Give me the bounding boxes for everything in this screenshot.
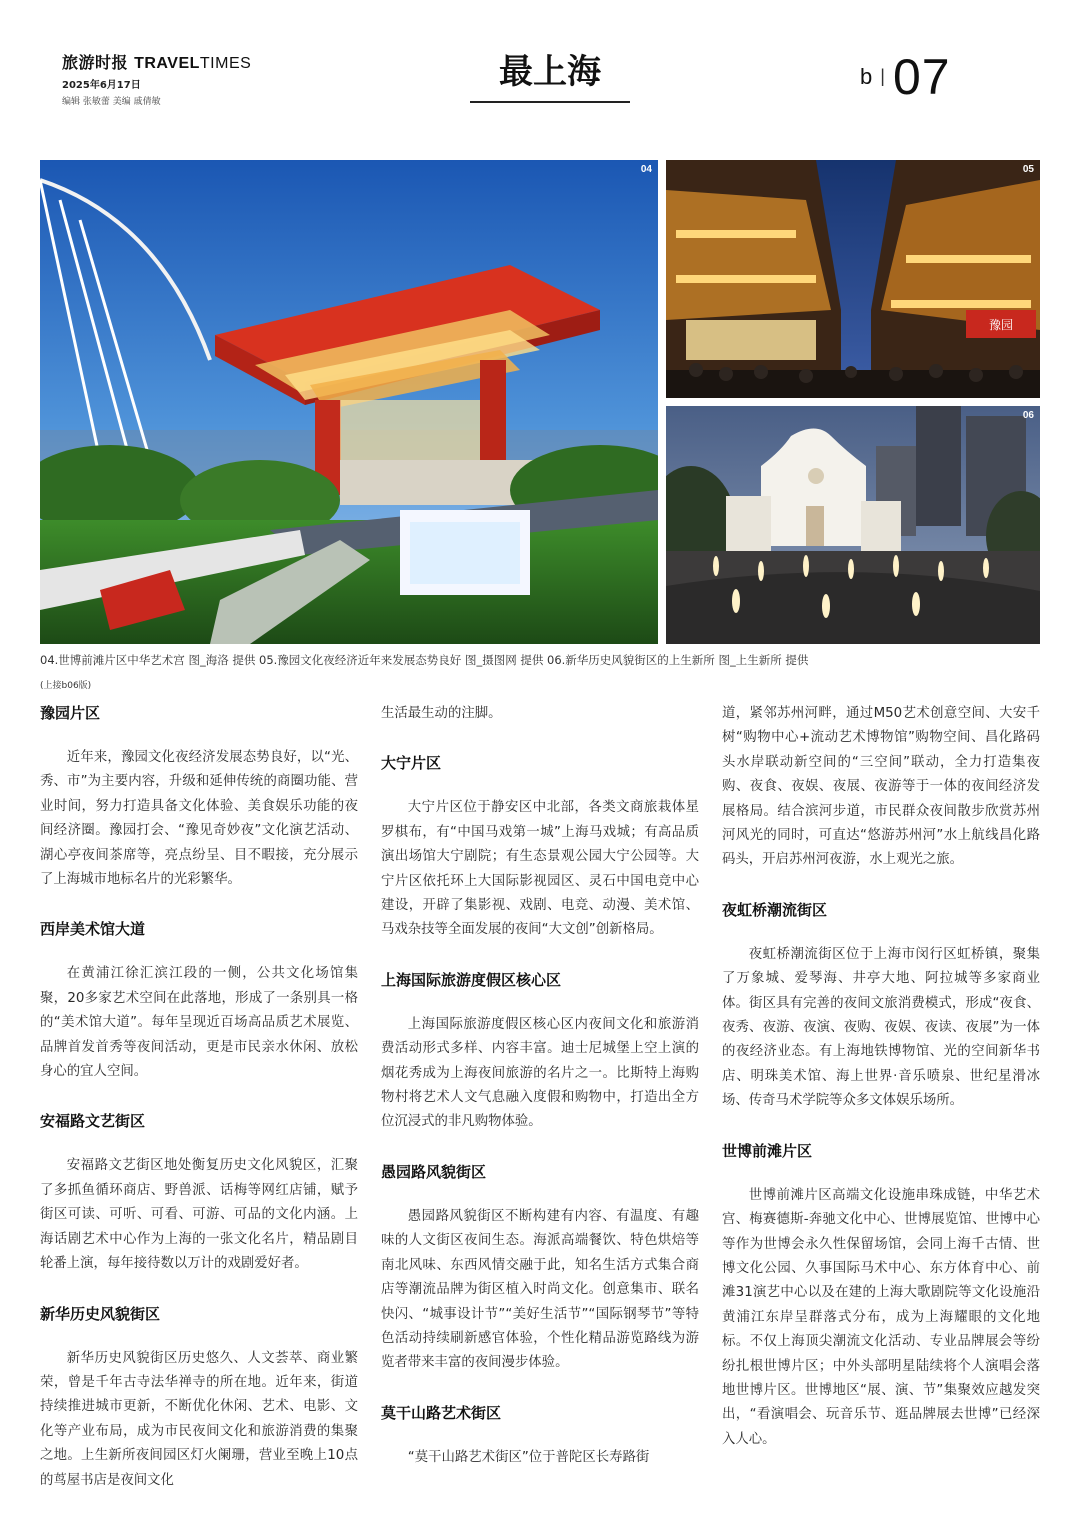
heading-moganshan: 莫干山路艺术街区 (381, 1403, 502, 1422)
paragraph-yuyuan: 近年来，豫园文化夜经济发展态势良好，以“光、秀、市”为主要内容，升级和延伸传统的商圈功能、营业时间，努力打造具备文化体验、美食娱乐功能的夜间经济圈。豫园打会、“豫见奇妙夜”文化演艺活动、湖心亭夜间茶席等，亮点纷呈、目不暇接，充分展示了上海城市地标名片的光彩繁华。 (40, 750, 358, 888)
heading-expo: 世博前滩片区 (722, 1141, 813, 1160)
heading-resort: 上海国际旅游度假区核心区 (381, 970, 562, 989)
paragraph-westbund: 在黄浦江徐汇滨江段的一侧，公共文化场馆集聚，20多家艺术空间在此落地，形成了一条别具一格的“美术馆大道”。每年呈现近百场高品质艺术展览、品牌首发首秀等夜间活动，更是市民亲水休闲、放松身心的宜人空间。 (40, 966, 358, 1080)
heading-xinhua: 新华历史风貌街区 (40, 1304, 161, 1323)
yuyuan-street-illustration (666, 160, 1040, 398)
article-column-1 (40, 702, 358, 1519)
heading-westbund: 西岸美术馆大道 (40, 920, 146, 939)
photo-captions: 04.世博前滩片区中华艺术宫 图_海洛 提供 05.豫园文化夜经济近年来发展态势良好 图_摄图网 提供 06.新华历史风貌街区的上生新所 图_上生新所 提供 (40, 653, 809, 667)
paragraph-xinhua-continued: 生活最生动的注脚。 (381, 706, 502, 721)
edition-letter: b (860, 64, 873, 89)
page-number: 07 (892, 49, 951, 105)
china-pavilion-illustration (40, 160, 658, 644)
brand-en-bold: TRAVEL (134, 55, 200, 72)
issue-date: 2025年6月17日 (62, 80, 141, 91)
paragraph-moganshan: “莫干山路艺术街区”位于普陀区长寿路街 (407, 1449, 650, 1465)
photo-number-05: 05 (1022, 164, 1034, 175)
article-column-3 (722, 702, 1040, 1478)
newspaper-brand (62, 50, 251, 73)
divider-bar: | (880, 66, 885, 86)
editor-credits: 编辑 张敏蕾 美编 戚倩敏 (62, 97, 161, 107)
paragraph-anfu: 安福路文艺街区地处衡复历史文化风貌区，汇聚了多抓鱼循环商店、野兽派、话梅等网红店铺，赋予街区可读、可听、可看、可游、可品的文化内涵。上海话剧艺术中心作为上海的一张文化名片，精品剧目轮番上演，每年接待数以万计的戏剧爱好者。 (40, 1158, 358, 1272)
photo-number-06: 06 (1022, 410, 1034, 421)
photo-china-art-museum (40, 160, 658, 644)
paragraph-yuyuan-road: 愚园路风貌街区不断构建有内容、有温度、有趣味的人文街区夜间生态。海派高端餐饮、特色烘焙等南北风味、东西风情交融于此，知名生活方式集合商店等潮流品牌为街区植入时尚文化。创意集市、联名快闪、“城事设计节”“美好生活节”“国际钢琴节”等特色活动持续刷新感官体验，个性化精品游览路线为游览者带来丰富的夜间漫步体验。 (381, 1208, 699, 1371)
continued-from-note: (上接b06版) (40, 681, 92, 691)
brand-cn: 旅游时报 (62, 53, 129, 72)
brand-en-light: TIMES (199, 55, 252, 72)
heading-yuyuan: 豫园片区 (40, 704, 101, 722)
article-column-2 (381, 702, 699, 1496)
heading-yehong: 夜虹桥潮流街区 (722, 900, 828, 919)
heading-anfu: 安福路文艺街区 (40, 1112, 146, 1131)
page-number-block (860, 48, 951, 106)
photo-yuyuan-street (666, 160, 1040, 398)
masthead (62, 50, 251, 107)
paragraph-moganshan-continued: 道，紧邻苏州河畔，通过M50艺术创意空间、大安千树“购物中心+流动艺术博物馆”购物空间、昌化路码头水岸联动新空间的“三空间”联动，全力打造集夜购、夜食、夜娱、夜展、夜游等于一体的夜间经济发展格局。结合滨河步道，市民群众夜间散步欣赏苏州河风光的同时，可直达“悠游苏州河”水上航线昌化路码头，开启苏州河夜游，水上观光之旅。 (722, 706, 1040, 868)
yuyuan-shop-sign: 豫园 (988, 318, 1014, 332)
heading-daning: 大宁片区 (381, 754, 442, 773)
paragraph-daning: 大宁片区位于静安区中北部，各类文商旅栽体星罗棋布，有“中国马戏第一城”上海马戏城；有高品质演出场馆大宁剧院；有生态景观公园大宁公园等。大宁片区依托环上大国际影视园区、灵石中国电竞中心建设，开辟了集影视、戏剧、电竞、动漫、美术馆、马戏杂技等全面发展的夜间“大文创”创新格局。 (381, 800, 699, 938)
paragraph-expo: 世博前滩片区高端文化设施串珠成链，中华艺术宫、梅赛德斯-奔驰文化中心、世博展览馆、世博中心等作为世博会永久性保留场馆，会同上海千古情、世博文化公园、久事国际马术中心、东方体育中心、前滩31演艺中心以及在建的上海大歌剧院等文化设施沿黄浦江东岸呈群落式分布，成为上海耀眼的文化地标。不仅上海顶尖潮流文化活动、专业品牌展会等纷纷扎根世博片区；中外头部明星陆续将个人演唱会落地世博片区。世博地区“展、演、节”集聚效应越发突出，“看演唱会、玩音乐节、逛品牌展去世博”已经深入人心。 (722, 1187, 1040, 1447)
photo-number-04: 04 (640, 164, 652, 175)
church-fountain-illustration (666, 406, 1040, 644)
paragraph-xinhua: 新华历史风貌街区历史悠久、人文荟萃、商业繁荣，曾是千年古寺法华禅寺的所在地。近年来，街道持续推进城市更新，不断优化休闲、艺术、电影、文化等产业布局，成为市民夜间文化和旅游消费的集聚之地。上生新所夜间园区灯火阑珊，营业至晚上10点的茑屋书店是夜间文化 (40, 1350, 358, 1488)
heading-yuyuan-road: 愚园路风貌街区 (381, 1162, 487, 1181)
photo-columbia-circle (666, 406, 1040, 644)
section-title: 最上海 (470, 44, 630, 103)
paragraph-yehong: 夜虹桥潮流街区位于上海市闵行区虹桥镇，聚集了万象城、爱琴海、井亭大地、阿拉城等多家商业体。街区具有完善的夜间文旅消费模式，形成“夜食、夜秀、夜游、夜演、夜购、夜娱、夜读、夜展”为一体的夜经济业态。有上海地铁博物馆、光的空间新华书店、明珠美术馆、海上世界·音乐喷泉、世纪星滑冰场、传奇马术学院等众多文体娱乐场所。 (722, 946, 1040, 1109)
paragraph-resort: 上海国际旅游度假区核心区内夜间文化和旅游消费活动形式多样、内容丰富。迪士尼城堡上空上演的烟花秀成为上海夜间旅游的名片之一。比斯特上海购物村将艺术人文气息融入度假和购物中，打造出全方位沉浸式的非凡购物体验。 (381, 1016, 699, 1130)
